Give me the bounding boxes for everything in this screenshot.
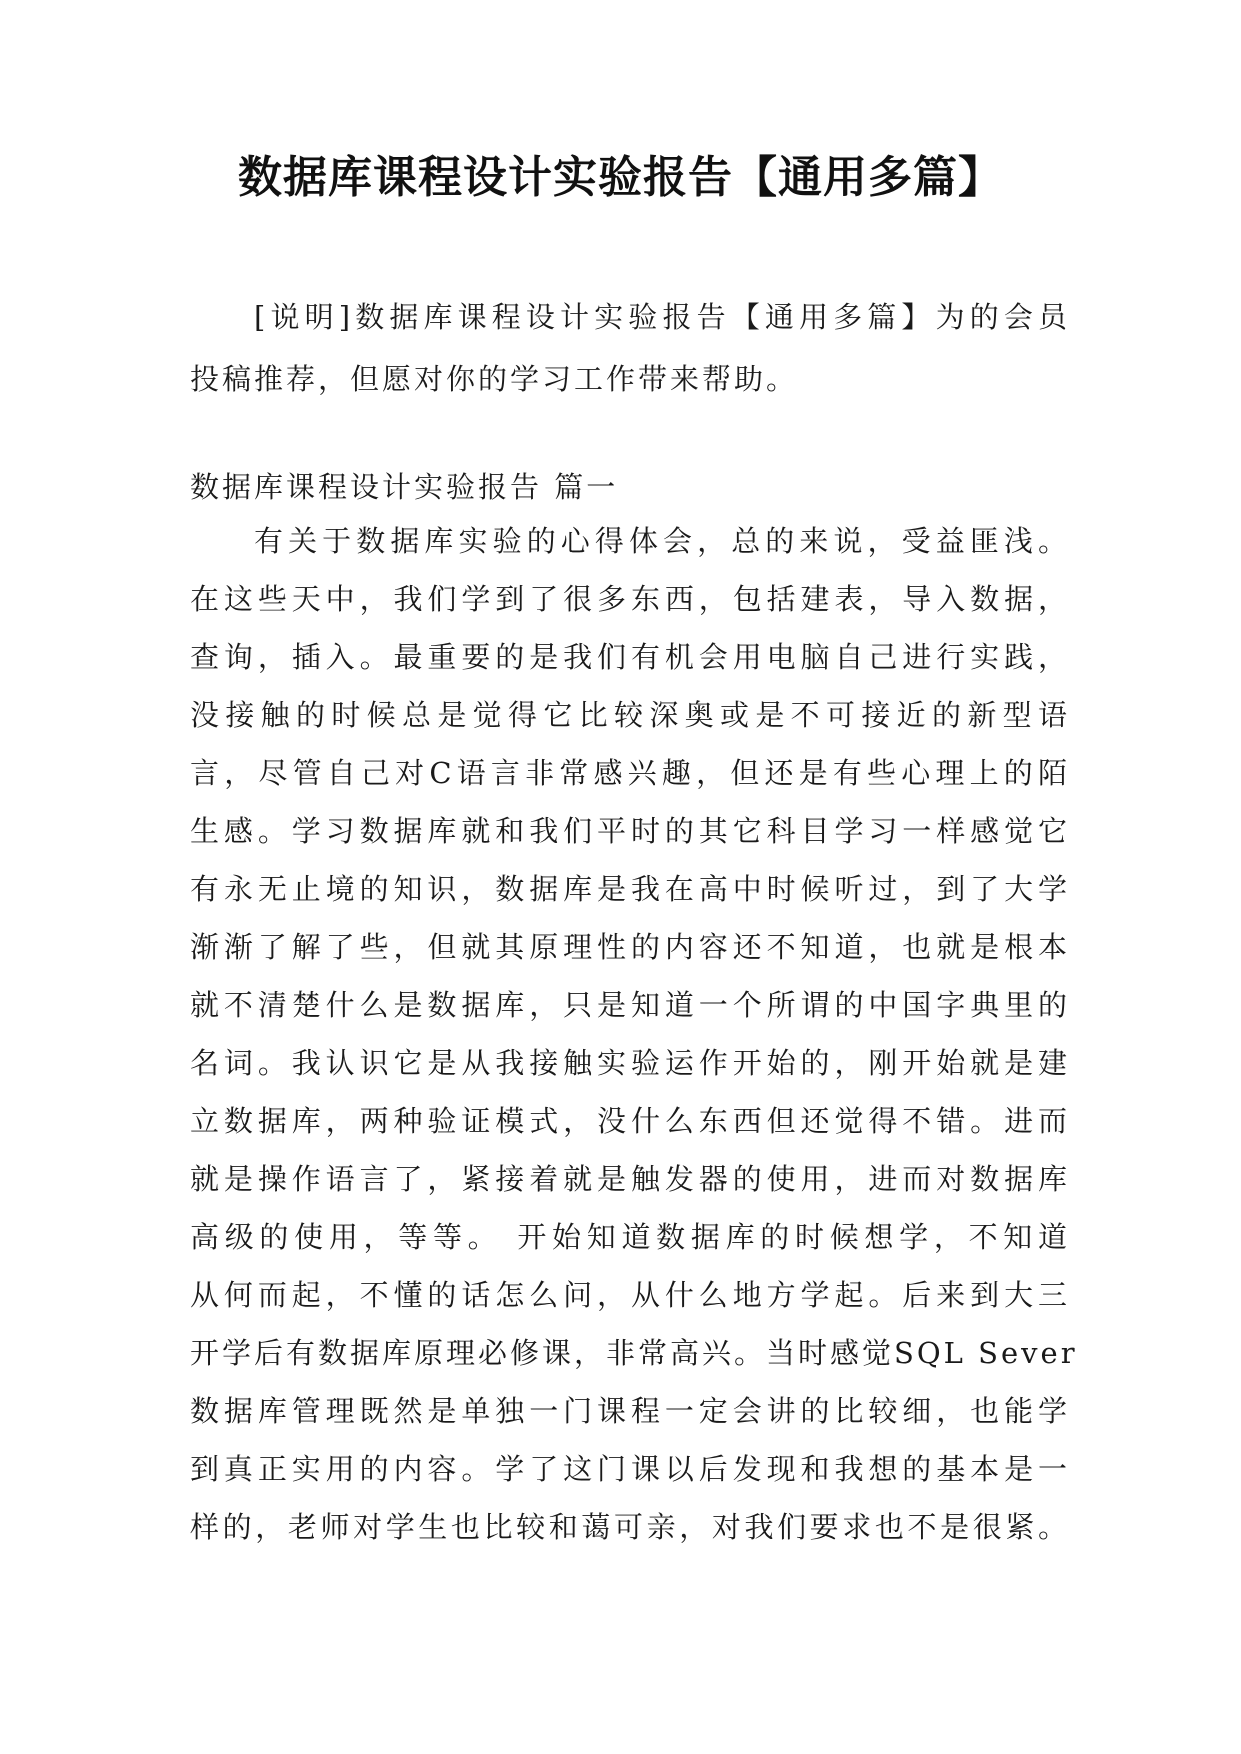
body-line: 渐渐了解了些，但就其原理性的内容还不知道，也就是根本 [190, 930, 1070, 964]
intro-line: [说明]数据库课程设计实验报告【通用多篇】为的会员 [254, 300, 1070, 334]
body-line: 有永无止境的知识，数据库是我在高中时候听过，到了大学 [190, 872, 1070, 906]
body-line: 生感。学习数据库就和我们平时的其它科目学习一样感觉它 [190, 814, 1070, 848]
body-line: 名词。我认识它是从我接触实验运作开始的，刚开始就是建 [190, 1046, 1070, 1080]
body-line: 高级的使用，等等。 开始知道数据库的时候想学，不知道 [190, 1220, 1070, 1254]
intro-paragraph [190, 286, 1070, 410]
intro-line: 投稿推荐，但愿对你的学习工作带来帮助。 [190, 362, 799, 396]
body-line: 到真正实用的内容。学了这门课以后发现和我想的基本是一 [190, 1452, 1070, 1486]
body-line: 就不清楚什么是数据库，只是知道一个所谓的中国字典里的 [190, 988, 1070, 1022]
body-line: 开学后有数据库原理必修课，非常高兴。当时感觉SQL Sever [190, 1336, 1078, 1370]
section-heading: 数据库课程设计实验报告 篇一 [190, 470, 619, 504]
body-line: 有关于数据库实验的心得体会，总的来说，受益匪浅。 [254, 524, 1070, 558]
body-line: 就是操作语言了，紧接着就是触发器的使用，进而对数据库 [190, 1162, 1070, 1196]
body-line: 样的，老师对学生也比较和蔼可亲，对我们要求也不是很紧。 [190, 1510, 1070, 1544]
document-title: 数据库课程设计实验报告【通用多篇】 [238, 152, 1003, 203]
body-line: 立数据库，两种验证模式，没什么东西但还觉得不错。进而 [190, 1104, 1070, 1138]
body-line: 言，尽管自己对C语言非常感兴趣，但还是有些心理上的陌 [190, 756, 1070, 790]
body-line: 查询，插入。最重要的是我们有机会用电脑自己进行实践， [190, 640, 1070, 674]
body-line: 从何而起，不懂的话怎么问，从什么地方学起。后来到大三 [190, 1278, 1070, 1312]
body-line: 没接触的时候总是觉得它比较深奥或是不可接近的新型语 [190, 698, 1070, 732]
body-line: 在这些天中，我们学到了很多东西，包括建表，导入数据， [190, 582, 1070, 616]
body-line: 数据库管理既然是单独一门课程一定会讲的比较细，也能学 [190, 1394, 1070, 1428]
body-paragraph [190, 512, 1078, 1556]
